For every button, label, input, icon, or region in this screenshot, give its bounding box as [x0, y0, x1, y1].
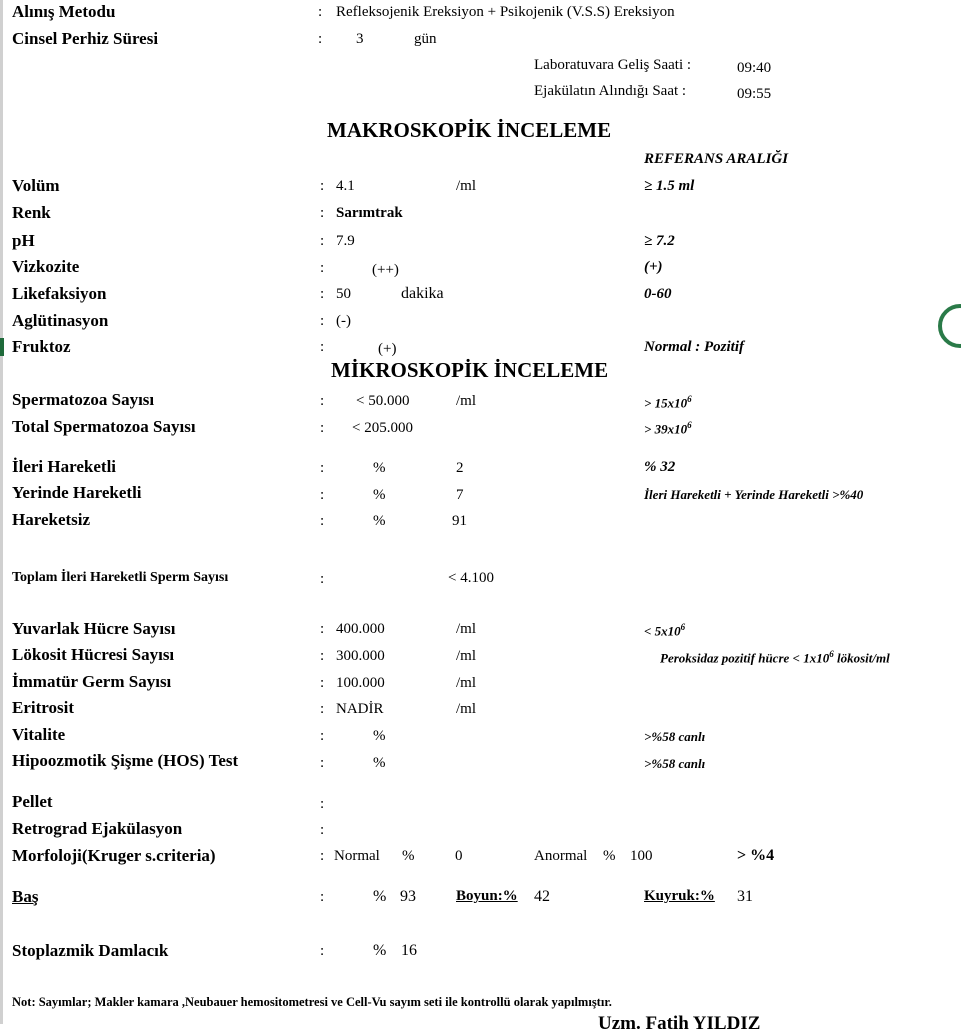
kuyruk-label: Kuyruk:%	[644, 888, 715, 904]
perhiz-colon: :	[318, 31, 323, 47]
volum-ref: ≥ 1.5 ml	[644, 178, 695, 194]
yuvarlak-ref: < $5x10^6$	[644, 622, 686, 639]
vizkozite-colon: :	[320, 260, 325, 276]
footer-note: Not: Sayımlar; Makler kamara ,Neubauer hemositometresi ve Cell-Vu sayım seti ile kontrollü olarak yapılmıştır.	[12, 995, 612, 1009]
vitalite-pct: %	[373, 728, 386, 744]
lokosit-colon: :	[320, 648, 325, 664]
alinis-label: Alınış Metodu	[12, 2, 116, 21]
kuyruk-value: 31	[737, 888, 753, 905]
morfoloji-normal-label: Normal	[334, 848, 380, 864]
vizkozite-label: Vizkozite	[12, 257, 80, 276]
yerinde-colon: :	[320, 487, 325, 503]
aglutinasyon-label: Aglütinasyon	[12, 311, 109, 330]
ejaculate-time-label: Ejakülatın Alındığı Saat :	[534, 83, 687, 99]
fruktoz-value: (+)	[378, 341, 397, 357]
hareketsiz-label: Hareketsiz	[12, 510, 91, 529]
retrograd-colon: :	[320, 822, 325, 838]
ph-label: pH	[12, 231, 35, 250]
hos-label: Hipoozmotik Şişme (HOS) Test	[12, 751, 239, 770]
lokosit-ref: Peroksidaz pozitif hücre < $1x10^6$ lökosit/ml	[660, 649, 890, 666]
morfoloji-anormal-label: Anormal	[534, 848, 588, 864]
volum-unit: /ml	[456, 178, 477, 194]
morfoloji-normal-pct: %	[402, 848, 415, 864]
pellet-colon: :	[320, 796, 325, 812]
perhiz-value: 3	[356, 31, 364, 47]
sperm-count-label: Spermatozoa Sayısı	[12, 390, 155, 409]
fruktoz-label: Fruktoz	[12, 337, 71, 356]
morfoloji-anormal-pct: %	[603, 848, 616, 864]
left-edge-border	[0, 0, 3, 1024]
scroll-circle-icon[interactable]	[938, 304, 961, 348]
stoplazmik-label: Stoplazmik Damlacık	[12, 941, 169, 960]
vizkozite-value: (++)	[372, 262, 399, 278]
sperm-count-colon: :	[320, 393, 325, 409]
morfoloji-colon: :	[320, 848, 325, 864]
renk-label: Renk	[12, 203, 51, 222]
renk-value: Sarımtrak	[336, 205, 403, 221]
immatur-colon: :	[320, 675, 325, 691]
lokosit-unit: /ml	[456, 648, 477, 664]
pellet-label: Pellet	[12, 792, 53, 811]
renk-colon: :	[320, 205, 325, 221]
likefaksiyon-value: 50	[336, 286, 351, 302]
yuvarlak-value: 400.000	[336, 621, 385, 637]
ileri-colon: :	[320, 460, 325, 476]
stoplazmik-value: 16	[401, 942, 417, 959]
yuvarlak-label: Yuvarlak Hücre Sayısı	[12, 619, 176, 638]
hos-ref: >%58 canlı	[644, 756, 706, 771]
volum-label: Volüm	[12, 176, 60, 195]
hareketsiz-colon: :	[320, 513, 325, 529]
reference-header: REFERANS ARALIĞI	[644, 151, 789, 167]
morfoloji-label: Morfoloji(Kruger s.criteria)	[12, 846, 216, 865]
yuvarlak-unit: /ml	[456, 621, 477, 637]
likefaksiyon-label: Likefaksiyon	[12, 284, 107, 303]
perhiz-label: Cinsel Perhiz Süresi	[12, 29, 159, 48]
signature: Uzm. Fatih YILDIZ	[598, 1013, 761, 1034]
yerinde-value: 7	[456, 487, 464, 503]
perhiz-unit: gün	[414, 31, 437, 47]
boyun-value: 42	[534, 888, 550, 905]
yerinde-ref: İleri Hareketli + Yerinde Hareketli >%40	[644, 487, 864, 502]
boyun-label: Boyun:%	[456, 888, 518, 904]
alinis-value: Refleksojenik Ereksiyon + Psikojenik (V.S.S) Ereksiyon	[336, 4, 675, 20]
yerinde-label: Yerinde Hareketli	[12, 483, 142, 502]
ph-value: 7.9	[336, 233, 355, 249]
eritrosit-label: Eritrosit	[12, 698, 75, 717]
hareketsiz-pct: %	[373, 513, 386, 529]
ileri-ref: % 32	[644, 459, 676, 475]
alinis-colon: :	[318, 4, 323, 20]
eritrosit-unit: /ml	[456, 701, 477, 717]
ph-ref: ≥ 7.2	[644, 233, 675, 249]
hos-pct: %	[373, 755, 386, 771]
eritrosit-value: NADİR	[336, 701, 384, 717]
yerinde-pct: %	[373, 487, 386, 503]
immatur-unit: /ml	[456, 675, 477, 691]
micro-title: MİKROSKOPİK İNCELEME	[331, 358, 609, 382]
lab-arrival-time: 09:40	[737, 60, 772, 76]
yuvarlak-colon: :	[320, 621, 325, 637]
lab-arrival-label: Laboratuvara Geliş Saati :	[534, 57, 692, 73]
toplam-ileri-colon: :	[320, 571, 325, 587]
aglutinasyon-colon: :	[320, 313, 325, 329]
total-sperm-value: < 205.000	[352, 420, 413, 436]
ileri-label: İleri Hareketli	[12, 457, 117, 476]
vitalite-colon: :	[320, 728, 325, 744]
ph-colon: :	[320, 233, 325, 249]
bas-pct: %	[373, 888, 387, 905]
bas-value: 93	[400, 888, 416, 905]
vizkozite-ref: (+)	[644, 259, 663, 275]
ileri-pct: %	[373, 460, 386, 476]
volum-value: 4.1	[336, 178, 355, 194]
likefaksiyon-unit: dakika	[401, 285, 444, 302]
total-sperm-ref: > $39x10^6$	[644, 420, 692, 437]
row-marker	[0, 338, 4, 356]
macro-title: MAKROSKOPİK İNCELEME	[327, 118, 612, 142]
retrograd-label: Retrograd Ejakülasyon	[12, 819, 183, 838]
fruktoz-ref: Normal : Pozitif	[644, 339, 744, 355]
sperm-count-unit: /ml	[456, 393, 477, 409]
morfoloji-normal-value: 0	[455, 848, 463, 864]
fruktoz-colon: :	[320, 339, 325, 355]
immatur-label: İmmatür Germ Sayısı	[12, 672, 172, 691]
total-sperm-colon: :	[320, 420, 325, 436]
sperm-count-ref: > $15x10^6$	[644, 394, 692, 411]
toplam-ileri-label: Toplam İleri Hareketli Sperm Sayısı	[12, 570, 229, 585]
vitalite-label: Vitalite	[12, 725, 66, 744]
stoplazmik-pct: %	[373, 942, 387, 959]
aglutinasyon-value: (-)	[336, 313, 351, 329]
hareketsiz-value: 91	[452, 513, 467, 529]
eritrosit-colon: :	[320, 701, 325, 717]
hos-colon: :	[320, 755, 325, 771]
total-sperm-label: Total Spermatozoa Sayısı	[12, 417, 196, 436]
morfoloji-ref: > %4	[737, 847, 775, 864]
bas-label: Baş	[12, 887, 39, 906]
immatur-value: 100.000	[336, 675, 385, 691]
lokosit-value: 300.000	[336, 648, 385, 664]
likefaksiyon-ref: 0-60	[644, 286, 672, 302]
morfoloji-anormal-value: 100	[630, 848, 653, 864]
ileri-value: 2	[456, 460, 464, 476]
vitalite-ref: >%58 canlı	[644, 729, 706, 744]
ejaculate-time: 09:55	[737, 86, 772, 102]
stoplazmik-colon: :	[320, 943, 325, 959]
sperm-count-value: < 50.000	[356, 393, 410, 409]
bas-colon: :	[320, 889, 325, 905]
lokosit-label: Lökosit Hücresi Sayısı	[12, 645, 175, 664]
volum-colon: :	[320, 178, 325, 194]
likefaksiyon-colon: :	[320, 286, 325, 302]
toplam-ileri-value: < 4.100	[448, 570, 494, 586]
